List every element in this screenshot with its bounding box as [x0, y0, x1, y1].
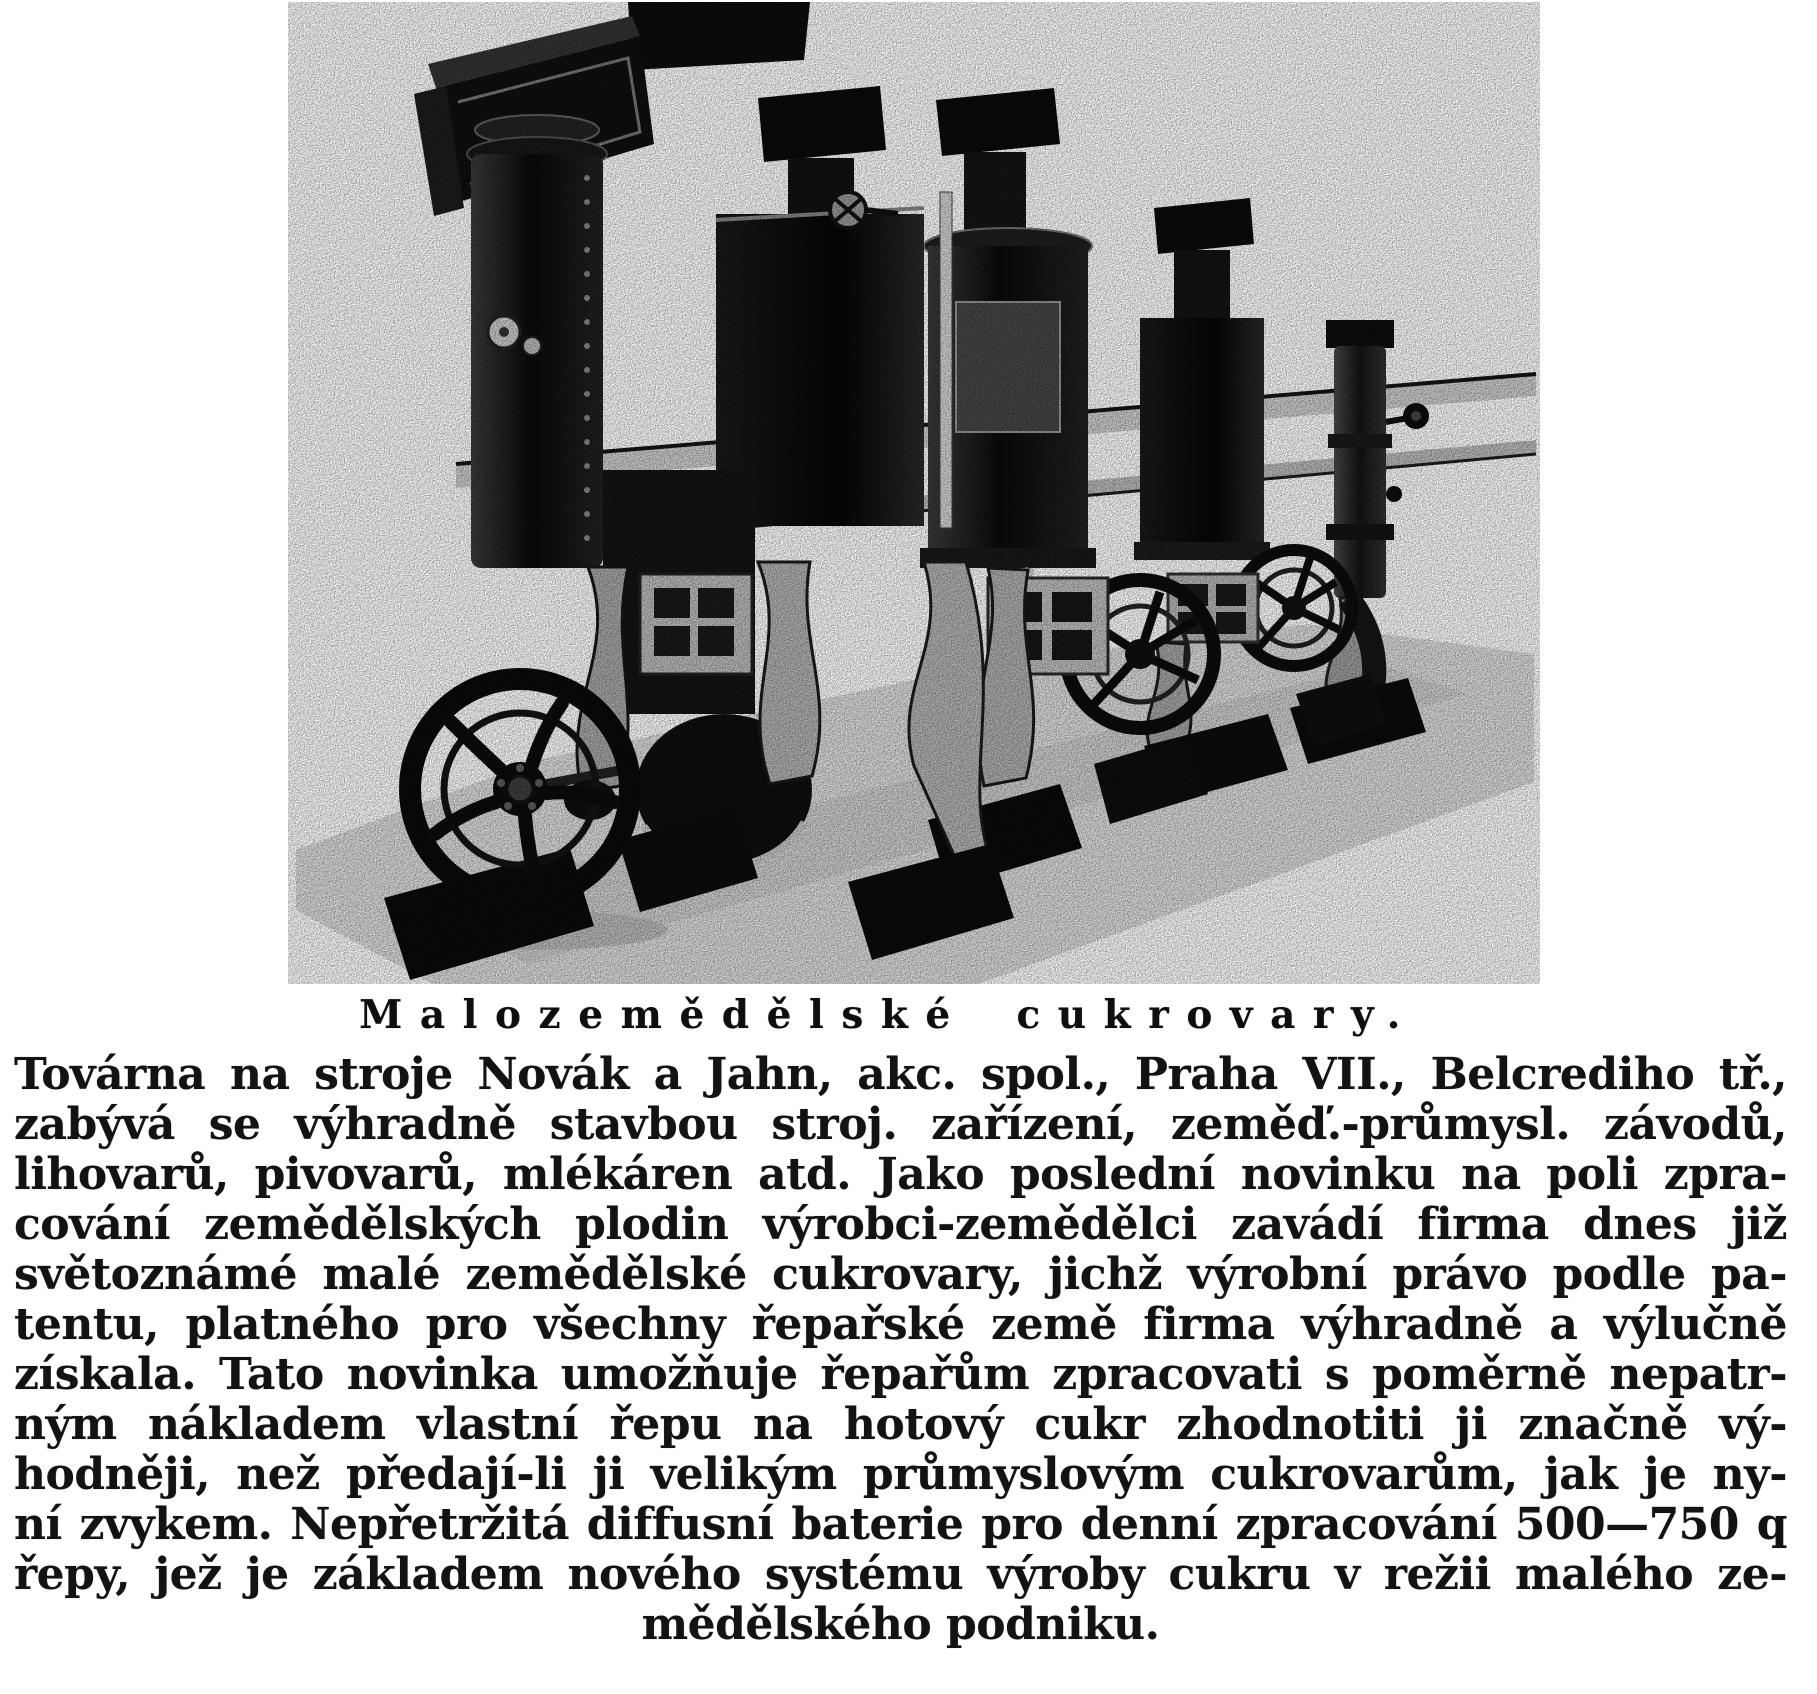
- machinery-photo: [288, 2, 1540, 984]
- article-line-last: mědělského podniku.: [641, 1600, 1160, 1650]
- article-line: tentu, platného pro všechny řepařské země firma výhradně a výlučně: [14, 1300, 1787, 1350]
- machinery-illustration: [288, 2, 1540, 984]
- article-line: světoznámé malé zemědělské cukrovary, jichž výrobní právo podle pa-: [14, 1250, 1787, 1300]
- article-line: hodněji, než předají-li ji velikým průmyslovým cukrovarům, jak je ny-: [14, 1450, 1787, 1500]
- article-line: lihovarů, pivovarů, mlékáren atd. Jako poslední novinku na poli zpra-: [14, 1150, 1787, 1200]
- article-line: získala. Tato novinka umožňuje řepařům zpracovati s poměrně nepatr-: [14, 1350, 1787, 1400]
- article-line: Továrna na stroje Novák a Jahn, akc. spol., Praha VII., Belcrediho tř.,: [14, 1050, 1787, 1100]
- article-line: ní zvykem. Nepřetržitá diffusní baterie pro denní zpracování 500—750 q: [14, 1500, 1787, 1550]
- halftone-grain: [288, 2, 1540, 984]
- article-line: řepy, jež je základem nového systému výroby cukru v režii malého ze-: [14, 1550, 1787, 1600]
- article-line: cování zemědělských plodin výrobci-zemědělci zavádí firma dnes již: [14, 1200, 1787, 1250]
- article-line: ným nákladem vlastní řepu na hotový cukr zhodnotiti ji značně vý-: [14, 1400, 1787, 1450]
- caption-title: Malozemědělské cukrovary.: [359, 992, 1418, 1038]
- article-body: [14, 1050, 1787, 1650]
- article-line: zabývá se výhradně stavbou stroj. zařízení, zeměď.-průmysl. závodů,: [14, 1100, 1787, 1150]
